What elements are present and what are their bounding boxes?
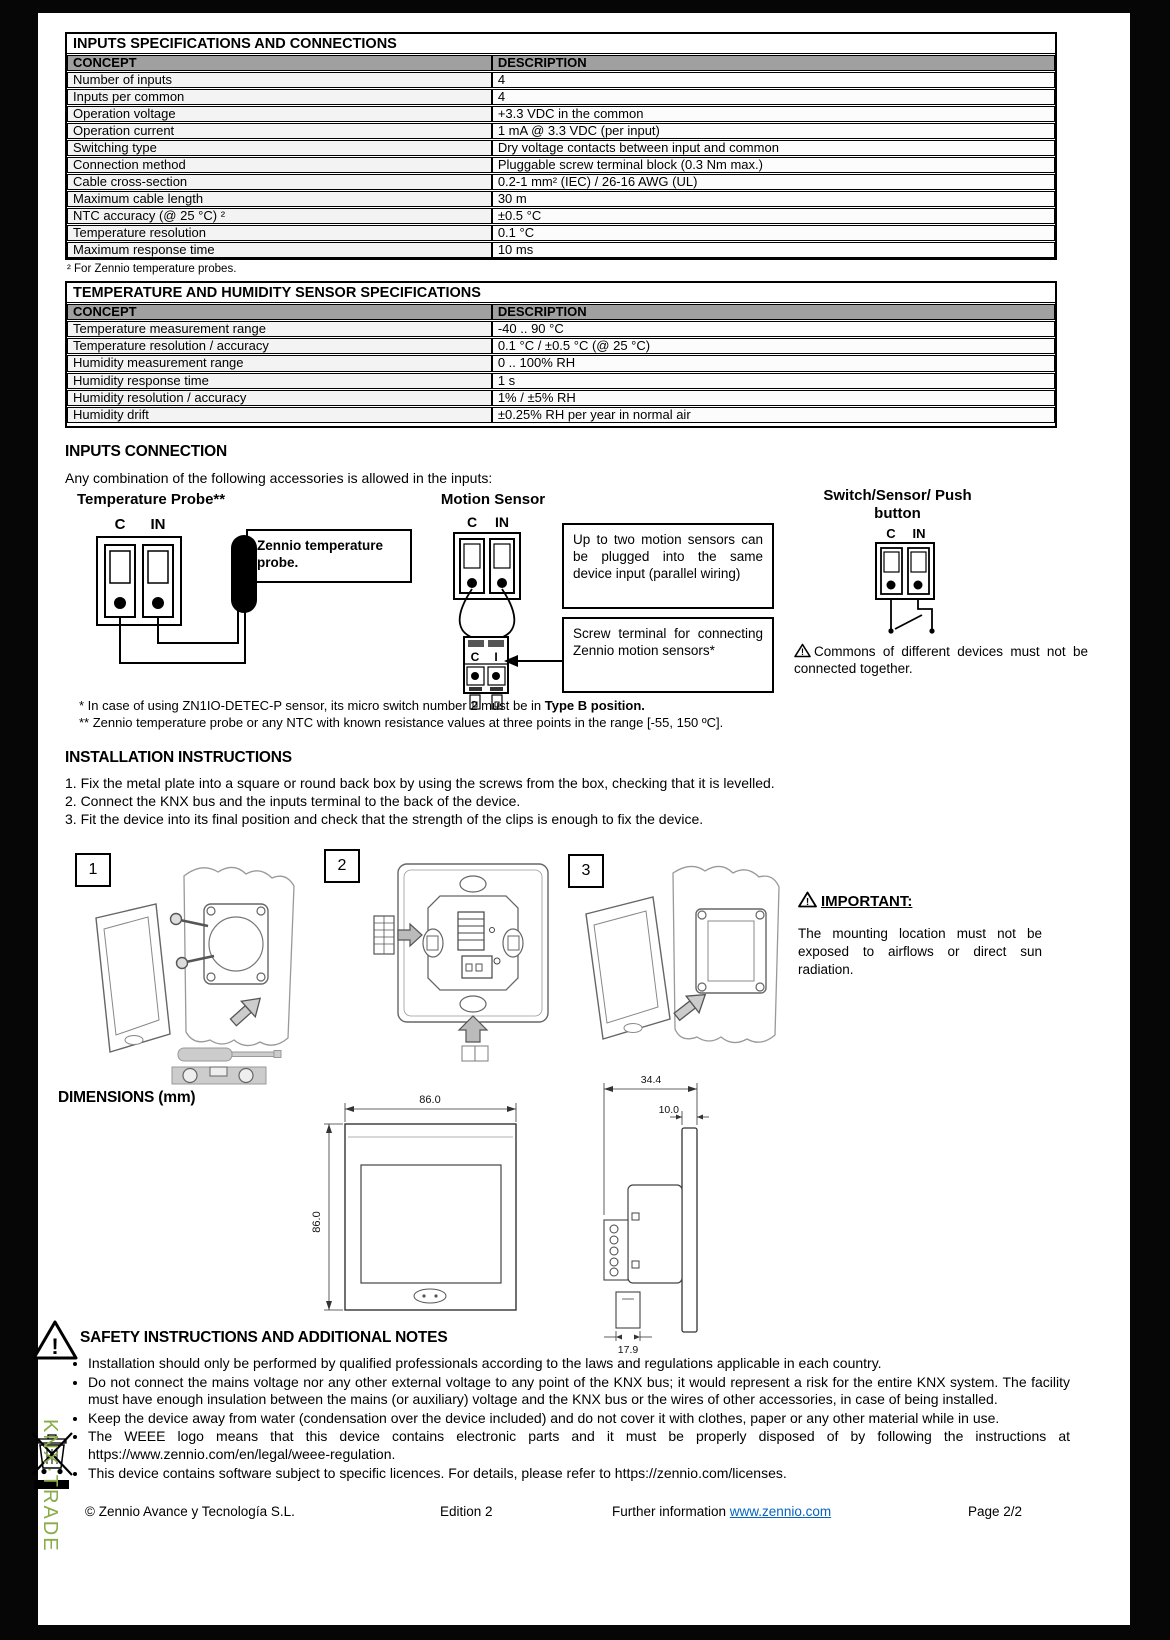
table-row <box>67 373 1055 389</box>
dimensions-heading: DIMENSIONS (mm) <box>58 1089 196 1106</box>
temp-probe-title: Temperature Probe** <box>77 491 226 508</box>
cell-concept: NTC accuracy (@ 25 °C) ² <box>67 208 492 224</box>
cell-concept: Temperature resolution <box>67 225 492 241</box>
motion-sensor-title: Motion Sensor <box>440 491 546 508</box>
cell-concept: Humidity resolution / accuracy <box>67 390 492 406</box>
svg-text:!: ! <box>801 647 804 657</box>
cell-description: 0.2-1 mm² (IEC) / 26-16 AWG (UL) <box>492 174 1055 190</box>
cell-concept: Cable cross-section <box>67 174 492 190</box>
table-header-row <box>67 55 1055 71</box>
zennio-link[interactable]: www.zennio.com <box>729 1504 832 1519</box>
cell-description: 1 mA @ 3.3 VDC (per input) <box>492 123 1055 139</box>
terminal-label-in: IN <box>150 516 166 533</box>
sensor-spec-table-title: TEMPERATURE AND HUMIDITY SENSOR SPECIFICATIONS <box>67 283 1055 303</box>
switch-warning <box>794 643 1088 677</box>
dim-side-bottom: 17.9 <box>617 1344 639 1356</box>
footer-page-number: Page 2/2 <box>968 1504 1023 1519</box>
footnote-1-bold: Type B position. <box>544 698 645 713</box>
cell-concept: Connection method <box>67 157 492 173</box>
cell-description: +3.3 VDC in the common <box>492 106 1055 122</box>
important-note <box>798 891 1042 979</box>
dim-front-height: 86.0 <box>311 1211 323 1233</box>
cell-description: -40 .. 90 °C <box>492 321 1055 337</box>
screwdriver-icon <box>178 1048 281 1061</box>
cell-concept: Maximum response time <box>67 242 492 258</box>
safety-bullet: • Keep the device away from water (condensation over the device included) and do not cover it with clothes, paper or any other material while in use. <box>88 1410 1070 1428</box>
table-row <box>67 407 1055 423</box>
warning-triangle-icon <box>794 643 811 658</box>
cell-concept: Number of inputs <box>67 72 492 88</box>
inputs-spec-table <box>65 32 1057 260</box>
table-row <box>67 225 1055 241</box>
safety-bullet: • This device contains software subject to specific licences. For details, please refer to https://zennio.com/licenses. <box>88 1465 1070 1483</box>
table-row <box>67 106 1055 122</box>
cell-description: Pluggable screw terminal block (0.3 Nm max.) <box>492 157 1055 173</box>
side-brand-text: KNX·TRADE <box>39 1419 61 1553</box>
table-row <box>67 208 1055 224</box>
safety-bullet: • Do not connect the mains voltage nor any other external voltage to any point of the KNX bus; it would represent a risk for the entire KNX system. The facility must have enough insulation between the mains (or auxiliary) voltage and the KNX bus or the wires of other accessories, in case of being installed. <box>88 1374 1070 1409</box>
inputs-spec-table-grid <box>67 54 1055 259</box>
dim-side-front: 10.0 <box>658 1104 679 1116</box>
dimensions-drawing <box>296 1065 766 1365</box>
installation-heading: INSTALLATION INSTRUCTIONS <box>65 749 292 766</box>
important-text: The mounting location must not be exposed to airflows or direct sun radiation. <box>798 926 1042 977</box>
table-footnote: ² For Zennio temperature probes. <box>67 263 237 275</box>
dim-side-depth: 34.4 <box>640 1074 662 1086</box>
step-badge-1: 1 <box>75 853 111 887</box>
table-row <box>67 390 1055 406</box>
cell-description: ±0.25% RH per year in normal air <box>492 407 1055 423</box>
install-step-3-diagram <box>578 859 806 1061</box>
connector-label-c: C <box>470 650 480 664</box>
table-row <box>67 338 1055 354</box>
table-row <box>67 140 1055 156</box>
table-row <box>67 174 1055 190</box>
col-header-concept: CONCEPT <box>67 304 492 320</box>
document-page <box>38 13 1130 1625</box>
table-row <box>67 123 1055 139</box>
dim-front-width: 86.0 <box>419 1094 441 1106</box>
switch-warning-text: Commons of different devices must not be connected together. <box>794 644 1088 676</box>
switch-title: Switch/Sensor/ Push button <box>823 487 972 522</box>
cell-description: 30 m <box>492 191 1055 207</box>
install-step-2-diagram <box>370 860 570 1062</box>
footer-info <box>612 1504 831 1519</box>
input-terminal-icon <box>374 916 394 954</box>
terminal-label-c: C <box>886 526 896 541</box>
install-step-1-diagram <box>84 856 336 1086</box>
sensor-spec-table <box>65 281 1057 428</box>
important-heading <box>798 891 1042 911</box>
safety-bullet-list <box>74 1355 1070 1483</box>
cell-description: 4 <box>492 72 1055 88</box>
col-header-description: DESCRIPTION <box>492 304 1055 320</box>
cell-concept: Temperature measurement range <box>67 321 492 337</box>
table-row <box>67 355 1055 371</box>
step-badge-3: 3 <box>568 854 604 888</box>
cell-description: 0.1 °C / ±0.5 °C (@ 25 °C) <box>492 338 1055 354</box>
probe-note-box: Zennio temperature probe. <box>246 529 412 583</box>
pointer-arrow-icon <box>502 653 564 669</box>
svg-text:!: ! <box>51 1334 59 1359</box>
install-step-3: 3. Fit the device into its final position and check that the strength of the clips is enough to fix the device. <box>65 811 704 827</box>
bubble-level-icon <box>172 1067 266 1084</box>
footer-copyright: © Zennio Avance y Tecnología S.L. <box>85 1504 295 1519</box>
table-header-row <box>67 304 1055 320</box>
important-title: IMPORTANT: <box>821 893 913 910</box>
cell-description: ±0.5 °C <box>492 208 1055 224</box>
safety-bullet: • The WEEE logo means that this device contains electronic parts and it must be properly disposed of by following the instructions at https://www.zennio.com/en/legal/weee-regulation. <box>88 1428 1070 1463</box>
footer-info-text: Further information <box>612 1504 730 1519</box>
installation-steps <box>65 774 1057 828</box>
cell-concept: Switching type <box>67 140 492 156</box>
terminal-label-in: IN <box>912 526 926 541</box>
svg-text:!: ! <box>805 897 810 908</box>
cell-description: 0 .. 100% RH <box>492 355 1055 371</box>
inputs-connection-intro: Any combination of the following accessories is allowed in the inputs: <box>65 470 493 486</box>
terminal-label-in: IN <box>495 514 509 530</box>
cell-concept: Temperature resolution / accuracy <box>67 338 492 354</box>
install-step-1: 1. Fix the metal plate into a square or round back box by using the screws from the box, checking that it is levelled. <box>65 775 775 791</box>
table-row <box>67 89 1055 105</box>
warning-triangle-icon <box>798 891 817 908</box>
cell-description: 4 <box>492 89 1055 105</box>
footnote-2: ** Zennio temperature probe or any NTC with known resistance values at three points in the range [-55, 150 ºC]. <box>79 715 724 730</box>
motion-note-1: Up to two motion sensors can be plugged into the same device input (parallel wiring) <box>562 523 774 609</box>
connection-footnotes <box>79 697 1059 731</box>
terminal-label-c: C <box>114 516 126 533</box>
cell-concept: Inputs per common <box>67 89 492 105</box>
inputs-connection-heading: INPUTS CONNECTION <box>65 443 227 460</box>
cell-concept: Operation current <box>67 123 492 139</box>
table-row <box>67 191 1055 207</box>
footnote-1 <box>79 697 1059 714</box>
terminal-label-c: C <box>466 514 478 530</box>
connector-label-i: I <box>494 650 498 664</box>
safety-bullet: • Installation should only be performed by qualified professionals according to the laws and regulations applicable in each country. <box>88 1355 1070 1373</box>
table-row <box>67 242 1055 258</box>
col-header-concept: CONCEPT <box>67 55 492 71</box>
footer-edition: Edition 2 <box>440 1504 493 1519</box>
step-badge-2: 2 <box>324 849 360 883</box>
cell-concept: Humidity drift <box>67 407 492 423</box>
cell-concept: Humidity measurement range <box>67 355 492 371</box>
sensor-spec-table-grid <box>67 303 1055 424</box>
motion-sensor-diagram <box>450 511 568 711</box>
cell-concept: Operation voltage <box>67 106 492 122</box>
inputs-spec-table-title: INPUTS SPECIFICATIONS AND CONNECTIONS <box>67 34 1055 54</box>
install-step-2: 2. Connect the KNX bus and the inputs terminal to the back of the device. <box>65 793 521 809</box>
cell-concept: Humidity response time <box>67 373 492 389</box>
cell-description: 1 s <box>492 373 1055 389</box>
safety-heading: SAFETY INSTRUCTIONS AND ADDITIONAL NOTES <box>80 1329 448 1346</box>
motion-note-2: Screw terminal for connecting Zennio motion sensors* <box>562 617 774 693</box>
footnote-1-text: * In case of using ZN1IO-DETEC-P sensor, its micro switch number 2 must be in <box>79 698 545 713</box>
table-row <box>67 321 1055 337</box>
table-row <box>67 72 1055 88</box>
cell-description: 1% / ±5% RH <box>492 390 1055 406</box>
col-header-description: DESCRIPTION <box>492 55 1055 71</box>
cell-description: 0.1 °C <box>492 225 1055 241</box>
table-row <box>67 157 1055 173</box>
cell-concept: Maximum cable length <box>67 191 492 207</box>
switch-diagram <box>872 525 968 643</box>
cell-description: 10 ms <box>492 242 1055 258</box>
cell-description: Dry voltage contacts between input and common <box>492 140 1055 156</box>
